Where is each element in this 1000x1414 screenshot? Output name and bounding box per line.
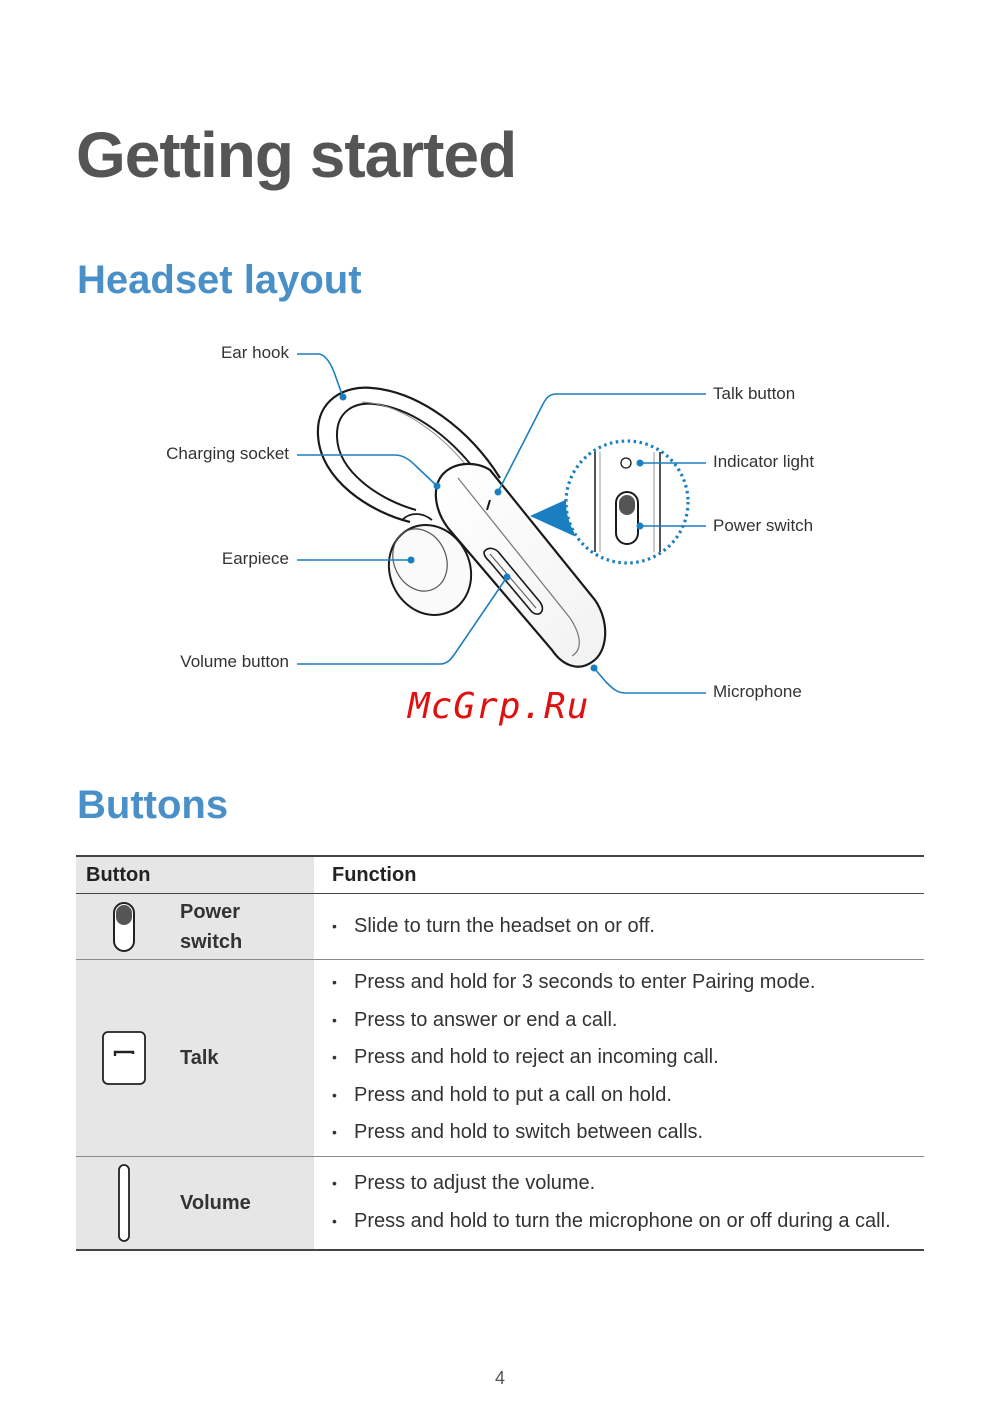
table-row-volume (76, 1156, 924, 1250)
button-name: Power switch (180, 900, 243, 953)
label-talk-button: Talk button (713, 384, 796, 403)
function-item: • Press to adjust the volume. (332, 1165, 924, 1203)
button-cell (76, 960, 314, 1157)
volume-button-icon (117, 1163, 131, 1243)
table-row-power-switch (76, 894, 924, 960)
button-name: Talk (180, 1046, 219, 1069)
label-microphone: Microphone (713, 682, 802, 701)
power-switch-icon (112, 901, 136, 953)
column-header-function: Function (314, 856, 924, 894)
buttons-table (76, 855, 924, 1251)
label-ear-hook: Ear hook (220, 343, 289, 362)
label-power-switch: Power switch (713, 516, 814, 535)
label-earpiece: Earpiece (221, 549, 289, 568)
function-item: • Press and hold to switch between calls. (332, 1114, 924, 1152)
button-cell (76, 894, 314, 960)
label-charging-socket: Charging socket (166, 444, 289, 463)
table-row-talk (76, 960, 924, 1157)
function-item: • Slide to turn the headset on or off. (332, 908, 924, 946)
table-header-row (76, 856, 924, 894)
label-volume-button: Volume button (180, 652, 289, 671)
section-heading-headset-layout: Headset layout (77, 258, 362, 302)
function-cell (314, 1156, 924, 1250)
watermark: McGrp.Ru (408, 686, 590, 727)
page-title: Getting started (76, 119, 517, 191)
function-item: • Press and hold to put a call on hold. (332, 1077, 924, 1115)
page-number: 4 (494, 1368, 505, 1388)
button-name: Volume (180, 1191, 251, 1214)
function-cell (314, 894, 924, 960)
label-indicator-light: Indicator light (713, 452, 815, 471)
function-item: • Press to answer or end a call. (332, 1002, 924, 1040)
talk-button-icon (101, 1030, 147, 1086)
function-cell (314, 960, 924, 1157)
button-cell (76, 1156, 314, 1250)
function-item: • Press and hold to turn the microphone on or off during a call. (332, 1203, 924, 1241)
function-item: • Press and hold for 3 seconds to enter Pairing mode. (332, 964, 924, 1002)
section-heading-buttons: Buttons (77, 783, 229, 827)
column-header-button: Button (76, 856, 314, 894)
function-item: • Press and hold to reject an incoming call. (332, 1039, 924, 1077)
